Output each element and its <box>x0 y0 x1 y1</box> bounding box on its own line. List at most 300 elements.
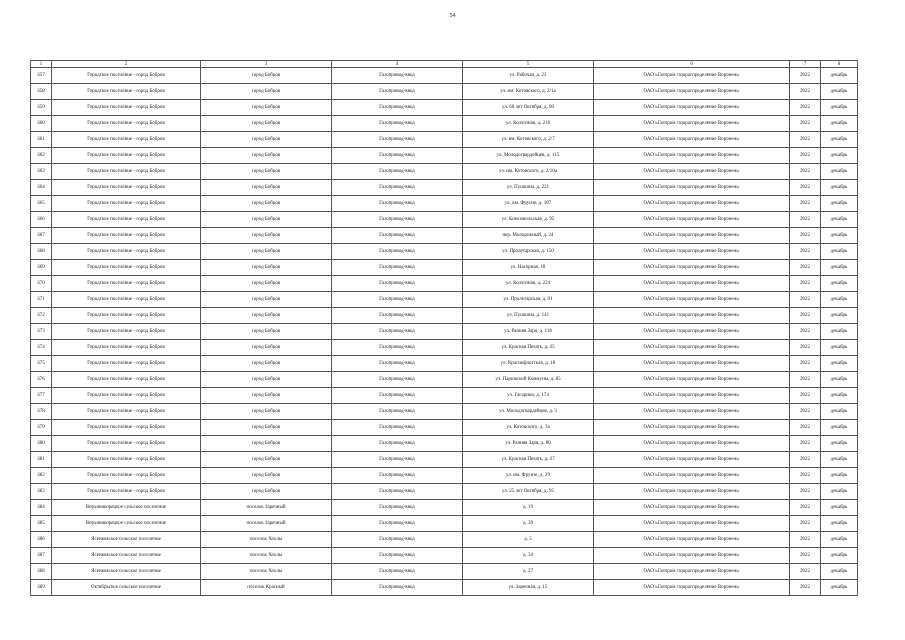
settlement-cell: Городское поселение - город Бобров <box>52 484 201 500</box>
address-cell: ул. Красная Печать, д. 35 <box>463 340 594 356</box>
month-cell: декабрь <box>821 436 858 452</box>
table-row <box>31 100 858 116</box>
year-cell: 2022 <box>790 404 821 420</box>
year-cell: 2022 <box>790 340 821 356</box>
object-type-cell: Газопровод-ввод <box>332 340 463 356</box>
object-type-cell: Газопровод-ввод <box>332 84 463 100</box>
locality-cell: город Бобров <box>201 452 332 468</box>
object-type-cell: Газопровод-ввод <box>332 404 463 420</box>
settlement-cell: Городское поселение - город Бобров <box>52 452 201 468</box>
table-row <box>31 452 858 468</box>
address-cell: ул. им. Фрунзе, д. 29 <box>463 468 594 484</box>
organization-cell: ОАО «Газпром газораспределение Воронеж» <box>594 276 790 292</box>
table-row <box>31 436 858 452</box>
number-cell: 479 <box>31 420 52 436</box>
table-row <box>31 356 858 372</box>
organization-cell: ОАО «Газпром газораспределение Воронеж» <box>594 372 790 388</box>
year-cell: 2022 <box>790 100 821 116</box>
number-cell: 468 <box>31 244 52 260</box>
address-cell: д. 39 <box>463 516 594 532</box>
settlement-cell: Городское поселение - город Бобров <box>52 116 201 132</box>
object-type-cell: Газопровод-ввод <box>332 260 463 276</box>
settlement-cell: Городское поселение - город Бобров <box>52 228 201 244</box>
address-cell: ул. Молодогвардейцев, д. 115 <box>463 148 594 164</box>
object-type-cell: Газопровод-ввод <box>332 244 463 260</box>
object-type-cell: Газопровод-ввод <box>332 132 463 148</box>
month-cell: декабрь <box>821 516 858 532</box>
year-cell: 2022 <box>790 308 821 324</box>
locality-cell: город Бобров <box>201 356 332 372</box>
object-type-cell: Газопровод-ввод <box>332 356 463 372</box>
organization-cell: ОАО «Газпром газораспределение Воронеж» <box>594 308 790 324</box>
settlement-cell: Городское поселение - город Бобров <box>52 468 201 484</box>
year-cell: 2022 <box>790 276 821 292</box>
number-cell: 487 <box>31 548 52 564</box>
address-cell: ул. Молодогвардейцев, д. 3 <box>463 404 594 420</box>
object-type-cell: Газопровод-ввод <box>332 372 463 388</box>
number-cell: 469 <box>31 260 52 276</box>
year-cell: 2022 <box>790 292 821 308</box>
year-cell: 2022 <box>790 388 821 404</box>
organization-cell: ОАО «Газпром газораспределение Воронеж» <box>594 500 790 516</box>
settlement-cell: Городское поселение - город Бобров <box>52 100 201 116</box>
object-type-cell: Газопровод-ввод <box>332 228 463 244</box>
organization-cell: ОАО «Газпром газораспределение Воронеж» <box>594 228 790 244</box>
month-cell: декабрь <box>821 196 858 212</box>
organization-cell: ОАО «Газпром газораспределение Воронеж» <box>594 532 790 548</box>
table-row <box>31 468 858 484</box>
month-cell: декабрь <box>821 468 858 484</box>
object-type-cell: Газопровод-ввод <box>332 388 463 404</box>
number-cell: 463 <box>31 164 52 180</box>
month-cell: декабрь <box>821 212 858 228</box>
year-cell: 2022 <box>790 260 821 276</box>
header-cell-address: 5 <box>463 61 594 68</box>
organization-cell: ОАО «Газпром газораспределение Воронеж» <box>594 452 790 468</box>
year-cell: 2022 <box>790 148 821 164</box>
organization-cell: ОАО «Газпром газораспределение Воронеж» <box>594 100 790 116</box>
object-type-cell: Газопровод-ввод <box>332 468 463 484</box>
locality-cell: город Бобров <box>201 340 332 356</box>
number-cell: 486 <box>31 532 52 548</box>
address-cell: ул. 25 лет Октября, д. 95 <box>463 484 594 500</box>
locality-cell: город Бобров <box>201 196 332 212</box>
address-cell: ул. Ранняя Заря, д. 80 <box>463 436 594 452</box>
year-cell: 2022 <box>790 180 821 196</box>
locality-cell: поселок Хохлы <box>201 532 332 548</box>
address-cell: ул. им. Фрунзе, д. 187 <box>463 196 594 212</box>
table-row <box>31 164 858 180</box>
organization-cell: ОАО «Газпром газораспределение Воронеж» <box>594 340 790 356</box>
year-cell: 2022 <box>790 196 821 212</box>
month-cell: декабрь <box>821 484 858 500</box>
address-cell: ул. Пролетарская, д. 91 <box>463 292 594 308</box>
number-cell: 482 <box>31 468 52 484</box>
address-cell: ул. Рабочая, д. 23 <box>463 68 594 84</box>
settlement-cell: Городское поселение - город Бобров <box>52 356 201 372</box>
year-cell: 2022 <box>790 244 821 260</box>
number-cell: 465 <box>31 196 52 212</box>
settlement-cell: Городское поселение - город Бобров <box>52 196 201 212</box>
object-type-cell: Газопровод-ввод <box>332 100 463 116</box>
settlement-cell: Верхнеикорецкое сельское поселение <box>52 500 201 516</box>
number-cell: 488 <box>31 564 52 580</box>
organization-cell: ОАО «Газпром газораспределение Воронеж» <box>594 84 790 100</box>
table-row <box>31 84 858 100</box>
locality-cell: город Бобров <box>201 148 332 164</box>
table-row <box>31 340 858 356</box>
settlement-cell: Городское поселение - город Бобров <box>52 180 201 196</box>
number-cell: 476 <box>31 372 52 388</box>
settlement-cell: Городское поселение - город Бобров <box>52 388 201 404</box>
number-cell: 462 <box>31 148 52 164</box>
month-cell: декабрь <box>821 228 858 244</box>
number-cell: 489 <box>31 580 52 596</box>
locality-cell: город Бобров <box>201 244 332 260</box>
year-cell: 2022 <box>790 356 821 372</box>
month-cell: декабрь <box>821 68 858 84</box>
header-cell-number: 1 <box>31 61 52 68</box>
number-cell: 457 <box>31 68 52 84</box>
locality-cell: поселок Красный <box>201 580 332 596</box>
organization-cell: ОАО «Газпром газораспределение Воронеж» <box>594 148 790 164</box>
year-cell: 2022 <box>790 84 821 100</box>
year-cell: 2022 <box>790 164 821 180</box>
year-cell: 2022 <box>790 564 821 580</box>
locality-cell: город Бобров <box>201 292 332 308</box>
organization-cell: ОАО «Газпром газораспределение Воронеж» <box>594 548 790 564</box>
month-cell: декабрь <box>821 580 858 596</box>
locality-cell: город Бобров <box>201 404 332 420</box>
year-cell: 2022 <box>790 420 821 436</box>
address-cell: д. 19 <box>463 500 594 516</box>
settlement-cell: Городское поселение - город Бобров <box>52 308 201 324</box>
object-type-cell: Газопровод-ввод <box>332 324 463 340</box>
address-cell: д. 5 <box>463 532 594 548</box>
address-cell: ул. Заречная, д. 15 <box>463 580 594 596</box>
organization-cell: ОАО «Газпром газораспределение Воронеж» <box>594 484 790 500</box>
month-cell: декабрь <box>821 404 858 420</box>
year-cell: 2022 <box>790 228 821 244</box>
organization-cell: ОАО «Газпром газораспределение Воронеж» <box>594 436 790 452</box>
settlement-cell: Городское поселение - город Бобров <box>52 212 201 228</box>
table-row <box>31 420 858 436</box>
gas-connection-table <box>30 60 858 596</box>
year-cell: 2022 <box>790 212 821 228</box>
table-row <box>31 212 858 228</box>
table-row <box>31 484 858 500</box>
table-row <box>31 516 858 532</box>
number-cell: 460 <box>31 116 52 132</box>
year-cell: 2022 <box>790 532 821 548</box>
month-cell: декабрь <box>821 308 858 324</box>
object-type-cell: Газопровод-ввод <box>332 532 463 548</box>
locality-cell: город Бобров <box>201 68 332 84</box>
settlement-cell: Городское поселение - город Бобров <box>52 244 201 260</box>
organization-cell: ОАО «Газпром газораспределение Воронеж» <box>594 516 790 532</box>
number-cell: 459 <box>31 100 52 116</box>
number-cell: 480 <box>31 436 52 452</box>
address-cell: ул. Колхозная, д. 224 <box>463 276 594 292</box>
table-row <box>31 132 858 148</box>
month-cell: декабрь <box>821 164 858 180</box>
table-row <box>31 388 858 404</box>
locality-cell: город Бобров <box>201 132 332 148</box>
object-type-cell: Газопровод-ввод <box>332 420 463 436</box>
number-cell: 483 <box>31 484 52 500</box>
organization-cell: ОАО «Газпром газораспределение Воронеж» <box>594 292 790 308</box>
table-row <box>31 580 858 596</box>
organization-cell: ОАО «Газпром газораспределение Воронеж» <box>594 196 790 212</box>
locality-cell: город Бобров <box>201 100 332 116</box>
month-cell: декабрь <box>821 420 858 436</box>
month-cell: декабрь <box>821 452 858 468</box>
header-row <box>31 61 858 68</box>
header-cell-month: 8 <box>821 61 858 68</box>
table-row <box>31 292 858 308</box>
month-cell: декабрь <box>821 100 858 116</box>
header-cell-object-type: 4 <box>332 61 463 68</box>
address-cell: ул. Краснофлотская, д. 18 <box>463 356 594 372</box>
object-type-cell: Газопровод-ввод <box>332 516 463 532</box>
settlement-cell: Ясенковское сельское поселение <box>52 532 201 548</box>
number-cell: 477 <box>31 388 52 404</box>
settlement-cell: Городское поселение - город Бобров <box>52 324 201 340</box>
header-cell-year: 7 <box>790 61 821 68</box>
table-row <box>31 532 858 548</box>
month-cell: декабрь <box>821 116 858 132</box>
month-cell: декабрь <box>821 324 858 340</box>
settlement-cell: Городское поселение - город Бобров <box>52 164 201 180</box>
organization-cell: ОАО «Газпром газораспределение Воронеж» <box>594 116 790 132</box>
organization-cell: ОАО «Газпром газораспределение Воронеж» <box>594 132 790 148</box>
year-cell: 2022 <box>790 324 821 340</box>
number-cell: 461 <box>31 132 52 148</box>
table-row <box>31 276 858 292</box>
page-number: 54 <box>449 13 456 19</box>
locality-cell: город Бобров <box>201 164 332 180</box>
settlement-cell: Городское поселение - город Бобров <box>52 404 201 420</box>
locality-cell: поселок Хохлы <box>201 564 332 580</box>
settlement-cell: Ясенковское сельское поселение <box>52 548 201 564</box>
table-row <box>31 116 858 132</box>
month-cell: декабрь <box>821 388 858 404</box>
organization-cell: ОАО «Газпром газораспределение Воронеж» <box>594 420 790 436</box>
object-type-cell: Газопровод-ввод <box>332 116 463 132</box>
month-cell: декабрь <box>821 84 858 100</box>
table-row <box>31 404 858 420</box>
object-type-cell: Газопровод-ввод <box>332 212 463 228</box>
settlement-cell: Городское поселение - город Бобров <box>52 68 201 84</box>
address-cell: пер. Молодежный, д. 24 <box>463 228 594 244</box>
month-cell: декабрь <box>821 564 858 580</box>
object-type-cell: Газопровод-ввод <box>332 548 463 564</box>
table-row <box>31 308 858 324</box>
month-cell: декабрь <box>821 548 858 564</box>
locality-cell: город Бобров <box>201 212 332 228</box>
settlement-cell: Городское поселение - город Бобров <box>52 372 201 388</box>
number-cell: 464 <box>31 180 52 196</box>
month-cell: декабрь <box>821 372 858 388</box>
locality-cell: город Бобров <box>201 84 332 100</box>
settlement-cell: Ясенковское сельское поселение <box>52 564 201 580</box>
address-cell: ул. 60 лет Октября, д. 90 <box>463 100 594 116</box>
year-cell: 2022 <box>790 500 821 516</box>
object-type-cell: Газопровод-ввод <box>332 308 463 324</box>
header-cell-organization: 6 <box>594 61 790 68</box>
address-cell: ул. Колхозная, д. 216 <box>463 116 594 132</box>
locality-cell: город Бобров <box>201 228 332 244</box>
table-row <box>31 372 858 388</box>
month-cell: декабрь <box>821 500 858 516</box>
organization-cell: ОАО «Газпром газораспределение Воронеж» <box>594 180 790 196</box>
number-cell: 458 <box>31 84 52 100</box>
year-cell: 2022 <box>790 484 821 500</box>
address-cell: ул. Котовского, д. 3а <box>463 420 594 436</box>
year-cell: 2022 <box>790 548 821 564</box>
table-row <box>31 260 858 276</box>
month-cell: декабрь <box>821 356 858 372</box>
month-cell: декабрь <box>821 180 858 196</box>
object-type-cell: Газопровод-ввод <box>332 148 463 164</box>
year-cell: 2022 <box>790 452 821 468</box>
header-cell-locality: 3 <box>201 61 332 68</box>
year-cell: 2022 <box>790 468 821 484</box>
address-cell: ул. Ранняя Заря, д. 118 <box>463 324 594 340</box>
month-cell: декабрь <box>821 340 858 356</box>
object-type-cell: Газопровод-ввод <box>332 196 463 212</box>
object-type-cell: Газопровод-ввод <box>332 276 463 292</box>
year-cell: 2022 <box>790 132 821 148</box>
table-row <box>31 68 858 84</box>
month-cell: декабрь <box>821 132 858 148</box>
organization-cell: ОАО «Газпром газораспределение Воронеж» <box>594 164 790 180</box>
locality-cell: город Бобров <box>201 484 332 500</box>
locality-cell: город Бобров <box>201 180 332 196</box>
number-cell: 471 <box>31 292 52 308</box>
address-cell: ул. Пушкина, д. 221 <box>463 180 594 196</box>
locality-cell: город Бобров <box>201 372 332 388</box>
address-cell: ул. Пушкина, д. 141 <box>463 308 594 324</box>
address-cell: ул. им. Котовского, д. 2/10а <box>463 164 594 180</box>
settlement-cell: Городское поселение - город Бобров <box>52 340 201 356</box>
organization-cell: ОАО «Газпром газораспределение Воронеж» <box>594 212 790 228</box>
settlement-cell: Городское поселение - город Бобров <box>52 420 201 436</box>
settlement-cell: Городское поселение - город Бобров <box>52 436 201 452</box>
table-row <box>31 548 858 564</box>
table-row <box>31 564 858 580</box>
number-cell: 467 <box>31 228 52 244</box>
month-cell: декабрь <box>821 532 858 548</box>
number-cell: 473 <box>31 324 52 340</box>
year-cell: 2022 <box>790 516 821 532</box>
address-cell: ул. Пролетарская, д. 150 <box>463 244 594 260</box>
settlement-cell: Городское поселение - город Бобров <box>52 276 201 292</box>
address-cell: д. 34 <box>463 548 594 564</box>
locality-cell: город Бобров <box>201 436 332 452</box>
object-type-cell: Газопровод-ввод <box>332 452 463 468</box>
organization-cell: ОАО «Газпром газораспределение Воронеж» <box>594 564 790 580</box>
object-type-cell: Газопровод-ввод <box>332 564 463 580</box>
locality-cell: город Бобров <box>201 388 332 404</box>
number-cell: 481 <box>31 452 52 468</box>
address-cell: ул. Нагорная, 18 <box>463 260 594 276</box>
year-cell: 2022 <box>790 372 821 388</box>
table-row <box>31 500 858 516</box>
address-cell: д. 27 <box>463 564 594 580</box>
table-row <box>31 324 858 340</box>
number-cell: 485 <box>31 516 52 532</box>
address-cell: ул. им. Котовского, д. 2/1а <box>463 84 594 100</box>
object-type-cell: Газопровод-ввод <box>332 68 463 84</box>
organization-cell: ОАО «Газпром газораспределение Воронеж» <box>594 388 790 404</box>
object-type-cell: Газопровод-ввод <box>332 580 463 596</box>
month-cell: декабрь <box>821 244 858 260</box>
locality-cell: город Бобров <box>201 116 332 132</box>
address-cell: ул. им. Котовского, д. 2/7 <box>463 132 594 148</box>
organization-cell: ОАО «Газпром газораспределение Воронеж» <box>594 404 790 420</box>
locality-cell: город Бобров <box>201 308 332 324</box>
settlement-cell: Городское поселение - город Бобров <box>52 260 201 276</box>
address-cell: ул. Комсомольская, д. 95 <box>463 212 594 228</box>
address-cell: ул. Красная Печать, д. 37 <box>463 452 594 468</box>
settlement-cell: Городское поселение - город Бобров <box>52 292 201 308</box>
organization-cell: ОАО «Газпром газораспределение Воронеж» <box>594 324 790 340</box>
locality-cell: город Бобров <box>201 276 332 292</box>
settlement-cell: Городское поселение - город Бобров <box>52 84 201 100</box>
address-cell: ул. Гагарина, д. 174 <box>463 388 594 404</box>
table-row <box>31 148 858 164</box>
number-cell: 466 <box>31 212 52 228</box>
year-cell: 2022 <box>790 580 821 596</box>
number-cell: 478 <box>31 404 52 420</box>
locality-cell: поселок Хохлы <box>201 548 332 564</box>
month-cell: декабрь <box>821 260 858 276</box>
month-cell: декабрь <box>821 148 858 164</box>
number-cell: 475 <box>31 356 52 372</box>
table-row <box>31 244 858 260</box>
object-type-cell: Газопровод-ввод <box>332 164 463 180</box>
month-cell: декабрь <box>821 276 858 292</box>
year-cell: 2022 <box>790 116 821 132</box>
settlement-cell: Городское поселение - город Бобров <box>52 148 201 164</box>
table-body <box>31 68 858 596</box>
address-cell: ул. Парижской Коммуны, д. 85 <box>463 372 594 388</box>
year-cell: 2022 <box>790 436 821 452</box>
object-type-cell: Газопровод-ввод <box>332 436 463 452</box>
locality-cell: поселок Заречный <box>201 516 332 532</box>
object-type-cell: Газопровод-ввод <box>332 500 463 516</box>
number-cell: 484 <box>31 500 52 516</box>
settlement-cell: Октябрьское сельское поселение <box>52 580 201 596</box>
settlement-cell: Верхнеикорецкое сельское поселение <box>52 516 201 532</box>
object-type-cell: Газопровод-ввод <box>332 484 463 500</box>
locality-cell: поселок Заречный <box>201 500 332 516</box>
year-cell: 2022 <box>790 68 821 84</box>
table-row <box>31 180 858 196</box>
organization-cell: ОАО «Газпром газораспределение Воронеж» <box>594 580 790 596</box>
locality-cell: город Бобров <box>201 468 332 484</box>
number-cell: 474 <box>31 340 52 356</box>
locality-cell: город Бобров <box>201 420 332 436</box>
month-cell: декабрь <box>821 292 858 308</box>
settlement-cell: Городское поселение - город Бобров <box>52 132 201 148</box>
object-type-cell: Газопровод-ввод <box>332 180 463 196</box>
object-type-cell: Газопровод-ввод <box>332 292 463 308</box>
table-row <box>31 196 858 212</box>
locality-cell: город Бобров <box>201 260 332 276</box>
header-cell-settlement: 2 <box>52 61 201 68</box>
